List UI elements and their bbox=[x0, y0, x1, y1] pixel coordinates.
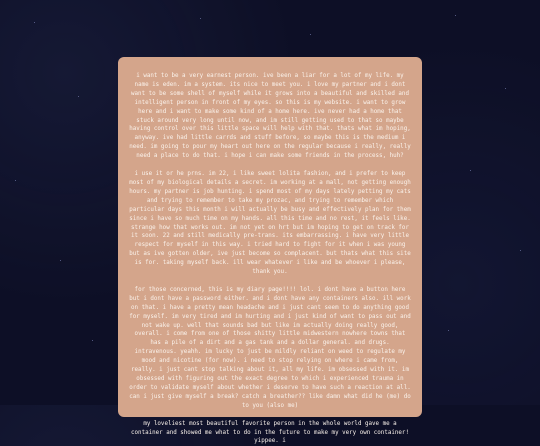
diary-paragraph-diary-page: for those concerned, this is my diary page!!!! lol. i dont have a button here but i dont have a password either. and i dont have any containers also. ill work on that. i have a pretty mean headache and i just cant seem to do anything good for myself. im very tired and im hurting and i just kind of want to pass out and not wake up. well that sounds bad but like im actually doing really good, overall. i come from one of those shitty little midwestern nowhere towns that has a pile of a dirt and a gas tank and a dollar general. and drugs. intravenous. yeahh. im lucky to just be mildly reliant on weed to regulate my mood and nicotine (for now). i need to stop relying on where i came from, really. i just cant stop talking about it, all my life. im obsessed with it. im obsessed with figuring out the exact degree to which i experienced trauma in order to validate myself about whether i deserve to have such a reaction at all. can i just give myself a break? catch a breather?? like damn what did he (me) do to you (also me) bbox=[129, 286, 411, 409]
star bbox=[505, 88, 506, 89]
diary-paragraph-about: i use it or he prns. im 22, i like sweet lolita fashion, and i prefer to keep most of my biological details a secret. im working at a mall, not getting enough hours. my partner is job hunting. i spend most of my days lately petting my cats and trying to remember to take my prozac, and trying to remember which particular days this month i will actually be busy and effectively plan for them since i have so much time on my hands. all this time and no rest, it feels like. strange how that works out. im not yet on hrt but im hoping to get on track for it soon. 22 and still medically pre-trans. its embarrassing. i have very little respect for myself in this way. i tried hard to fight for it when i was young but as ive gotten older, ive just become so complacent. but thats what this site is for. taking myself back. ill wear whatever i like and be whoever i please, thank you. bbox=[129, 171, 411, 276]
star bbox=[60, 260, 61, 261]
star bbox=[15, 180, 16, 181]
diary-card bbox=[118, 57, 422, 445]
star bbox=[200, 18, 201, 19]
diary-paragraph-intro: i want to be a very earnest person. ive been a liar for a lot of my life. my name is eden. im a system. its nice to meet you. i love my partner and i dont want to be some shell of myself while it grows into a beautiful and skilled and intelligent person in front of my eyes. so this is my website. i want to grow here and i want to make some kind of a home here. ive never had a home that stuck around very long until now, and im still getting used to that so maybe having control over this little space will help with that. thats what im hoping, anyway. ive had little carrds and stuff before, so maybe this is the medium i need. im going to pour my heart out here on the regular because i really, really need a place to do that. i hope i can make some friends in the process, huh? bbox=[129, 73, 411, 160]
star bbox=[470, 170, 471, 171]
diary-paragraph-container: my loveliest most beautiful favorite person in the whole world gave me a container and showed me what to do in the future to make my very own container! yippee. i bbox=[131, 420, 409, 445]
star bbox=[92, 340, 93, 341]
star bbox=[310, 34, 311, 35]
star bbox=[448, 330, 449, 331]
star bbox=[455, 15, 456, 16]
star bbox=[520, 250, 521, 251]
star bbox=[34, 22, 35, 23]
star bbox=[78, 96, 79, 97]
